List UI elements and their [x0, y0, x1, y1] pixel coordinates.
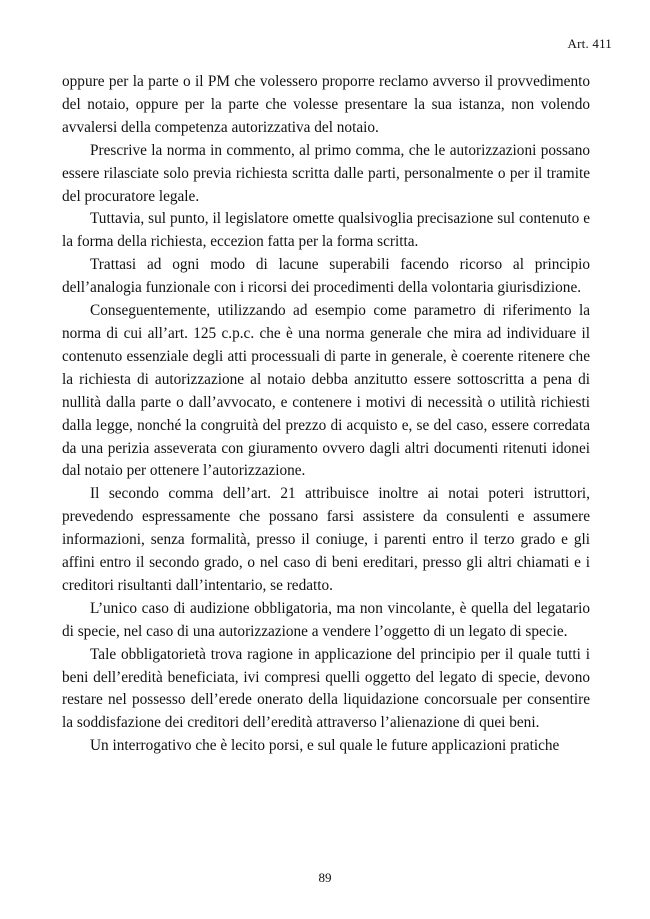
paragraph: Prescrive la norma in commento, al primo comma, che le autorizzazioni possano essere rilasciate solo previa richiesta scritta dalle parti, personalmente o per il tramite del procuratore legale.: [62, 141, 590, 205]
paragraph: Tuttavia, sul punto, il legislatore omette qualsivoglia precisazione sul contenuto e la forma della richiesta, eccezion fatta per la forma scritta.: [62, 210, 590, 251]
paragraph: L’unico caso di audizione obbligatoria, ma non vincolante, è quella del legatario di specie, nel caso di una autorizzazione a vendere l’oggetto di un legato di specie.: [62, 599, 590, 640]
paragraph: Il secondo comma dell’art. 21 attribuisce inoltre ai notai poteri istruttori, prevedendo espressamente che possano farsi assistere da consulenti e assumere informazioni, senza formalità, presso il coniuge, i parenti entro il terzo grado e gli affini entro il secondo grado, o nel caso di beni ereditari, presso gli altri chiamati e i creditori risultanti dall’intentario, se redatto.: [62, 485, 590, 594]
page-number: 89: [318, 870, 332, 885]
paragraph: Tale obbligatorietà trova ragione in applicazione del principio per il quale tutti i beni dell’eredità beneficiata, ivi compresi quelli oggetto del legato di specie, devono restare nel possesso dell’erede onerato della liquidazione concorsuale per consentire la soddisfazione dei creditori dell’eredità attraverso l’alienazione di quei beni.: [62, 645, 590, 732]
paragraph: Trattasi ad ogni modo di lacune superabili facendo ricorso al principio dell’analogia funzionale con i ricorsi dei procedimenti della volontaria giurisdizione.: [62, 256, 590, 297]
paragraph-continuation: oppure per la parte o il PM che volessero proporre reclamo avverso il provvedimento del notaio, oppure per la parte che volesse presentare la sua istanza, non volendo avvalersi della competenza autorizzativa del notaio.: [62, 73, 590, 136]
body-text: [62, 71, 590, 758]
paragraph: Un interrogativo che è lecito porsi, e sul quale le future applicazioni pratiche: [90, 737, 560, 755]
running-head: Art. 411: [567, 36, 612, 51]
paragraph: Conseguentemente, utilizzando ad esempio come parametro di riferimento la norma di cui all’art. 125 c.p.c. che è una norma generale che mira ad individuare il contenuto essenziale degli atti processuali di parte in generale, è coerente ritenere che la richiesta di autorizzazione al notaio debba anzitutto essere sottoscritta a pena di nullità dalla parte o dall’avvocato, e contenere i motivi di necessità o utilità richiesti dalla legge, nonché la congruità del prezzo di acquisto e, se del caso, essere corredata da una perizia asseverata con giuramento ovvero dagli altri documenti ritenuti idonei dal notaio per ottenere l’autorizzazione.: [62, 302, 590, 480]
